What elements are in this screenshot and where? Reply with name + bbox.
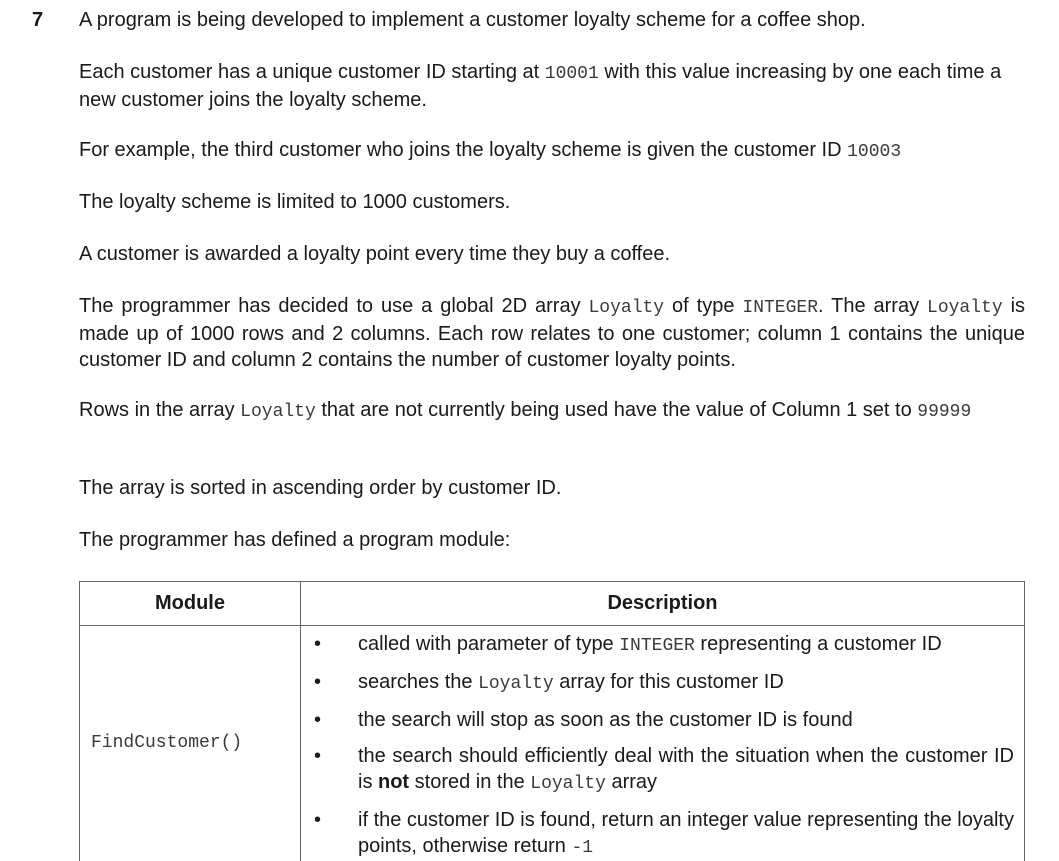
paragraph-customer-id: Each customer has a unique customer ID starting at 10001 with this value increasing by one each time a new customer joins the loyalty scheme. xyxy=(79,61,1002,111)
paragraph-array: The programmer has decided to use a global 2D array Loyalty of type INTEGER. The array Loyalty is made up of 1000 rows and 2 columns. Each row relates to one customer; column 1 contains the unique customer ID and column 2 contains the number of customer loyalty points. xyxy=(79,295,1026,371)
paragraph-points: A customer is awarded a loyalty point every time they buy a coffee. xyxy=(79,243,671,265)
bullet-icon: • xyxy=(314,633,322,655)
question-number: 7 xyxy=(32,9,44,31)
list-item: • the search will stop as soon as the customer ID is found xyxy=(314,709,853,731)
paragraph-intro: A program is being developed to implement a customer loyalty scheme for a coffee shop. xyxy=(79,9,866,31)
header-description: Description xyxy=(607,592,718,614)
paragraph-limit: The loyalty scheme is limited to 1000 customers. xyxy=(79,191,511,213)
bullet-icon: • xyxy=(314,671,322,693)
paragraph-sorted: The array is sorted in ascending order by customer ID. xyxy=(79,477,562,499)
paragraph-example: For example, the third customer who joins the loyalty scheme is given the customer ID 10003 xyxy=(79,139,902,162)
module-table xyxy=(79,581,1025,861)
list-item: • the search should efficiently deal with the situation when the customer ID is not stored in the Loyalty array xyxy=(314,745,1014,794)
module-name: FindCustomer() xyxy=(91,733,243,753)
module-name-cell xyxy=(80,625,300,861)
description-cell xyxy=(302,631,1014,861)
paragraph-module-intro: The programmer has defined a program module: xyxy=(79,529,511,551)
bullet-icon: • xyxy=(314,709,322,731)
description-list xyxy=(302,631,1014,861)
paragraph-unused-rows: Rows in the array Loyalty that are not currently being used have the value of Column 1 set to 99999 xyxy=(79,399,972,422)
list-item: • called with parameter of type INTEGER representing a customer ID xyxy=(314,633,942,656)
header-module: Module xyxy=(155,592,225,614)
bullet-icon: • xyxy=(314,745,322,767)
list-item: • if the customer ID is found, return an integer value representing the loyalty points, otherwise return -1 xyxy=(314,809,1014,858)
bullet-icon: • xyxy=(314,809,322,831)
list-item: • searches the Loyalty array for this customer ID xyxy=(314,671,784,694)
